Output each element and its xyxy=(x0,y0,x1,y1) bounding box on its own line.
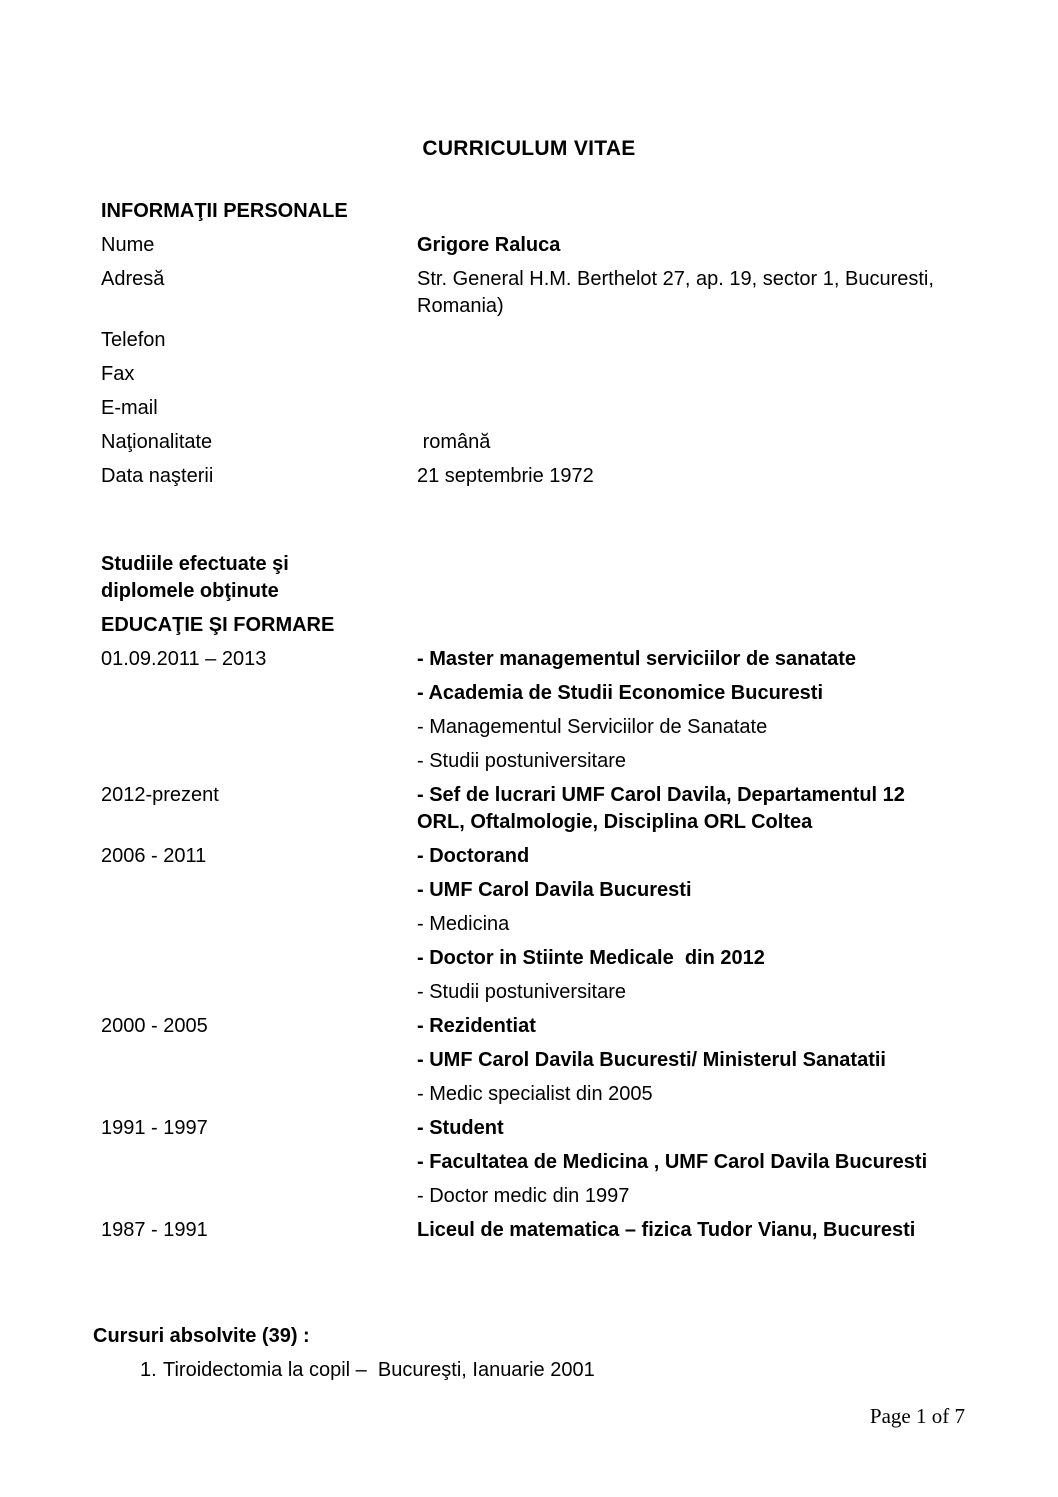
courses-section xyxy=(93,1323,983,1391)
education-item: - UMF Carol Davila Bucuresti xyxy=(417,879,692,901)
field-label: Adresă xyxy=(101,268,165,290)
page-number-footer: Page 1 of 7 xyxy=(869,1404,965,1428)
personal-field-row xyxy=(101,327,981,361)
field-value: Str. General H.M. Berthelot 27, ap. 19, sector 1, Bucuresti, Romania) xyxy=(417,268,940,317)
field-label: Fax xyxy=(101,363,135,385)
education-item: - Doctor medic din 1997 xyxy=(417,1185,630,1207)
studies-heading-line2: diplomele obţinute xyxy=(101,580,279,602)
education-period: 1991 - 1997 xyxy=(101,1117,208,1139)
education-item: - Facultatea de Medicina , UMF Carol Davila Bucuresti xyxy=(417,1151,928,1173)
course-item-number: 1. xyxy=(140,1359,157,1381)
personal-field-row xyxy=(101,232,981,266)
field-label: Nume xyxy=(101,234,155,256)
personal-field-row xyxy=(101,361,981,395)
education-item: - Rezidentiat xyxy=(417,1015,536,1037)
education-entry-row xyxy=(101,646,981,782)
education-entry-row xyxy=(101,1217,981,1251)
education-entry-row xyxy=(101,1115,981,1217)
education-entry-row xyxy=(101,1013,981,1115)
personal-field-row xyxy=(101,266,981,327)
education-entry-items xyxy=(417,843,957,1013)
education-period: 2006 - 2011 xyxy=(101,845,207,867)
education-period: 1987 - 1991 xyxy=(101,1219,208,1241)
education-entry-items xyxy=(417,1013,957,1115)
courses-heading: Cursuri absolvite (39) : xyxy=(93,1325,310,1347)
education-item: - Doctor in Stiinte Medicale din 2012 xyxy=(417,947,765,969)
education-item: - Doctorand xyxy=(417,845,530,867)
course-item-text: Tiroidectomia la copil – Bucureşti, Ianuarie 2001 xyxy=(163,1359,595,1381)
course-item xyxy=(93,1357,983,1384)
field-value: Grigore Raluca xyxy=(417,234,561,256)
education-item: - Master managementul serviciilor de sanatate xyxy=(417,648,857,670)
education-entry-items xyxy=(417,1115,957,1217)
course-list xyxy=(93,1357,983,1384)
field-label: E-mail xyxy=(101,397,158,419)
education-item: - Academia de Studii Economice Bucuresti xyxy=(417,682,824,704)
education-item: - Sef de lucrari UMF Carol Davila, Departamentul 12 ORL, Oftalmologie, Disciplina ORL Coltea xyxy=(417,784,911,833)
studies-block xyxy=(101,551,981,1251)
education-entry-items xyxy=(417,782,957,843)
education-entry-items xyxy=(417,646,957,782)
personal-field-row xyxy=(101,395,981,429)
field-label: Data naşterii xyxy=(101,465,214,487)
education-item: - Student xyxy=(417,1117,504,1139)
field-value: 21 septembrie 1972 xyxy=(417,465,594,487)
education-entry-row xyxy=(101,843,981,1013)
education-item: Liceul de matematica – fizica Tudor Vianu, Bucuresti xyxy=(417,1219,916,1241)
education-item: - Managementul Serviciilor de Sanatate xyxy=(417,716,768,738)
education-item: - Studii postuniversitare xyxy=(417,750,626,772)
education-period: 2012-prezent xyxy=(101,784,219,806)
field-label: Telefon xyxy=(101,329,166,351)
education-entries xyxy=(101,646,981,1251)
education-item: - Medicina xyxy=(417,913,510,935)
education-period: 2000 - 2005 xyxy=(101,1015,208,1037)
field-label: Naţionalitate xyxy=(101,431,213,453)
education-entry-items xyxy=(417,1217,957,1251)
education-entry-row xyxy=(101,782,981,843)
personal-field-row xyxy=(101,429,981,463)
document-title: CURRICULUM VITAE xyxy=(422,137,636,160)
education-item: - UMF Carol Davila Bucuresti/ Ministerul Sanatatii xyxy=(417,1049,886,1071)
education-item: - Studii postuniversitare xyxy=(417,981,626,1003)
education-section-title: EDUCAŢIE ŞI FORMARE xyxy=(101,614,335,636)
personal-info-section-title: INFORMAŢII PERSONALE xyxy=(101,200,348,222)
document-body xyxy=(101,198,981,1251)
personal-field-row xyxy=(101,463,981,497)
field-value: română xyxy=(417,431,491,453)
education-period: 01.09.2011 – 2013 xyxy=(101,648,267,670)
education-item: - Medic specialist din 2005 xyxy=(417,1083,653,1105)
personal-fields xyxy=(101,232,981,497)
studies-heading-line1: Studiile efectuate şi xyxy=(101,553,289,575)
